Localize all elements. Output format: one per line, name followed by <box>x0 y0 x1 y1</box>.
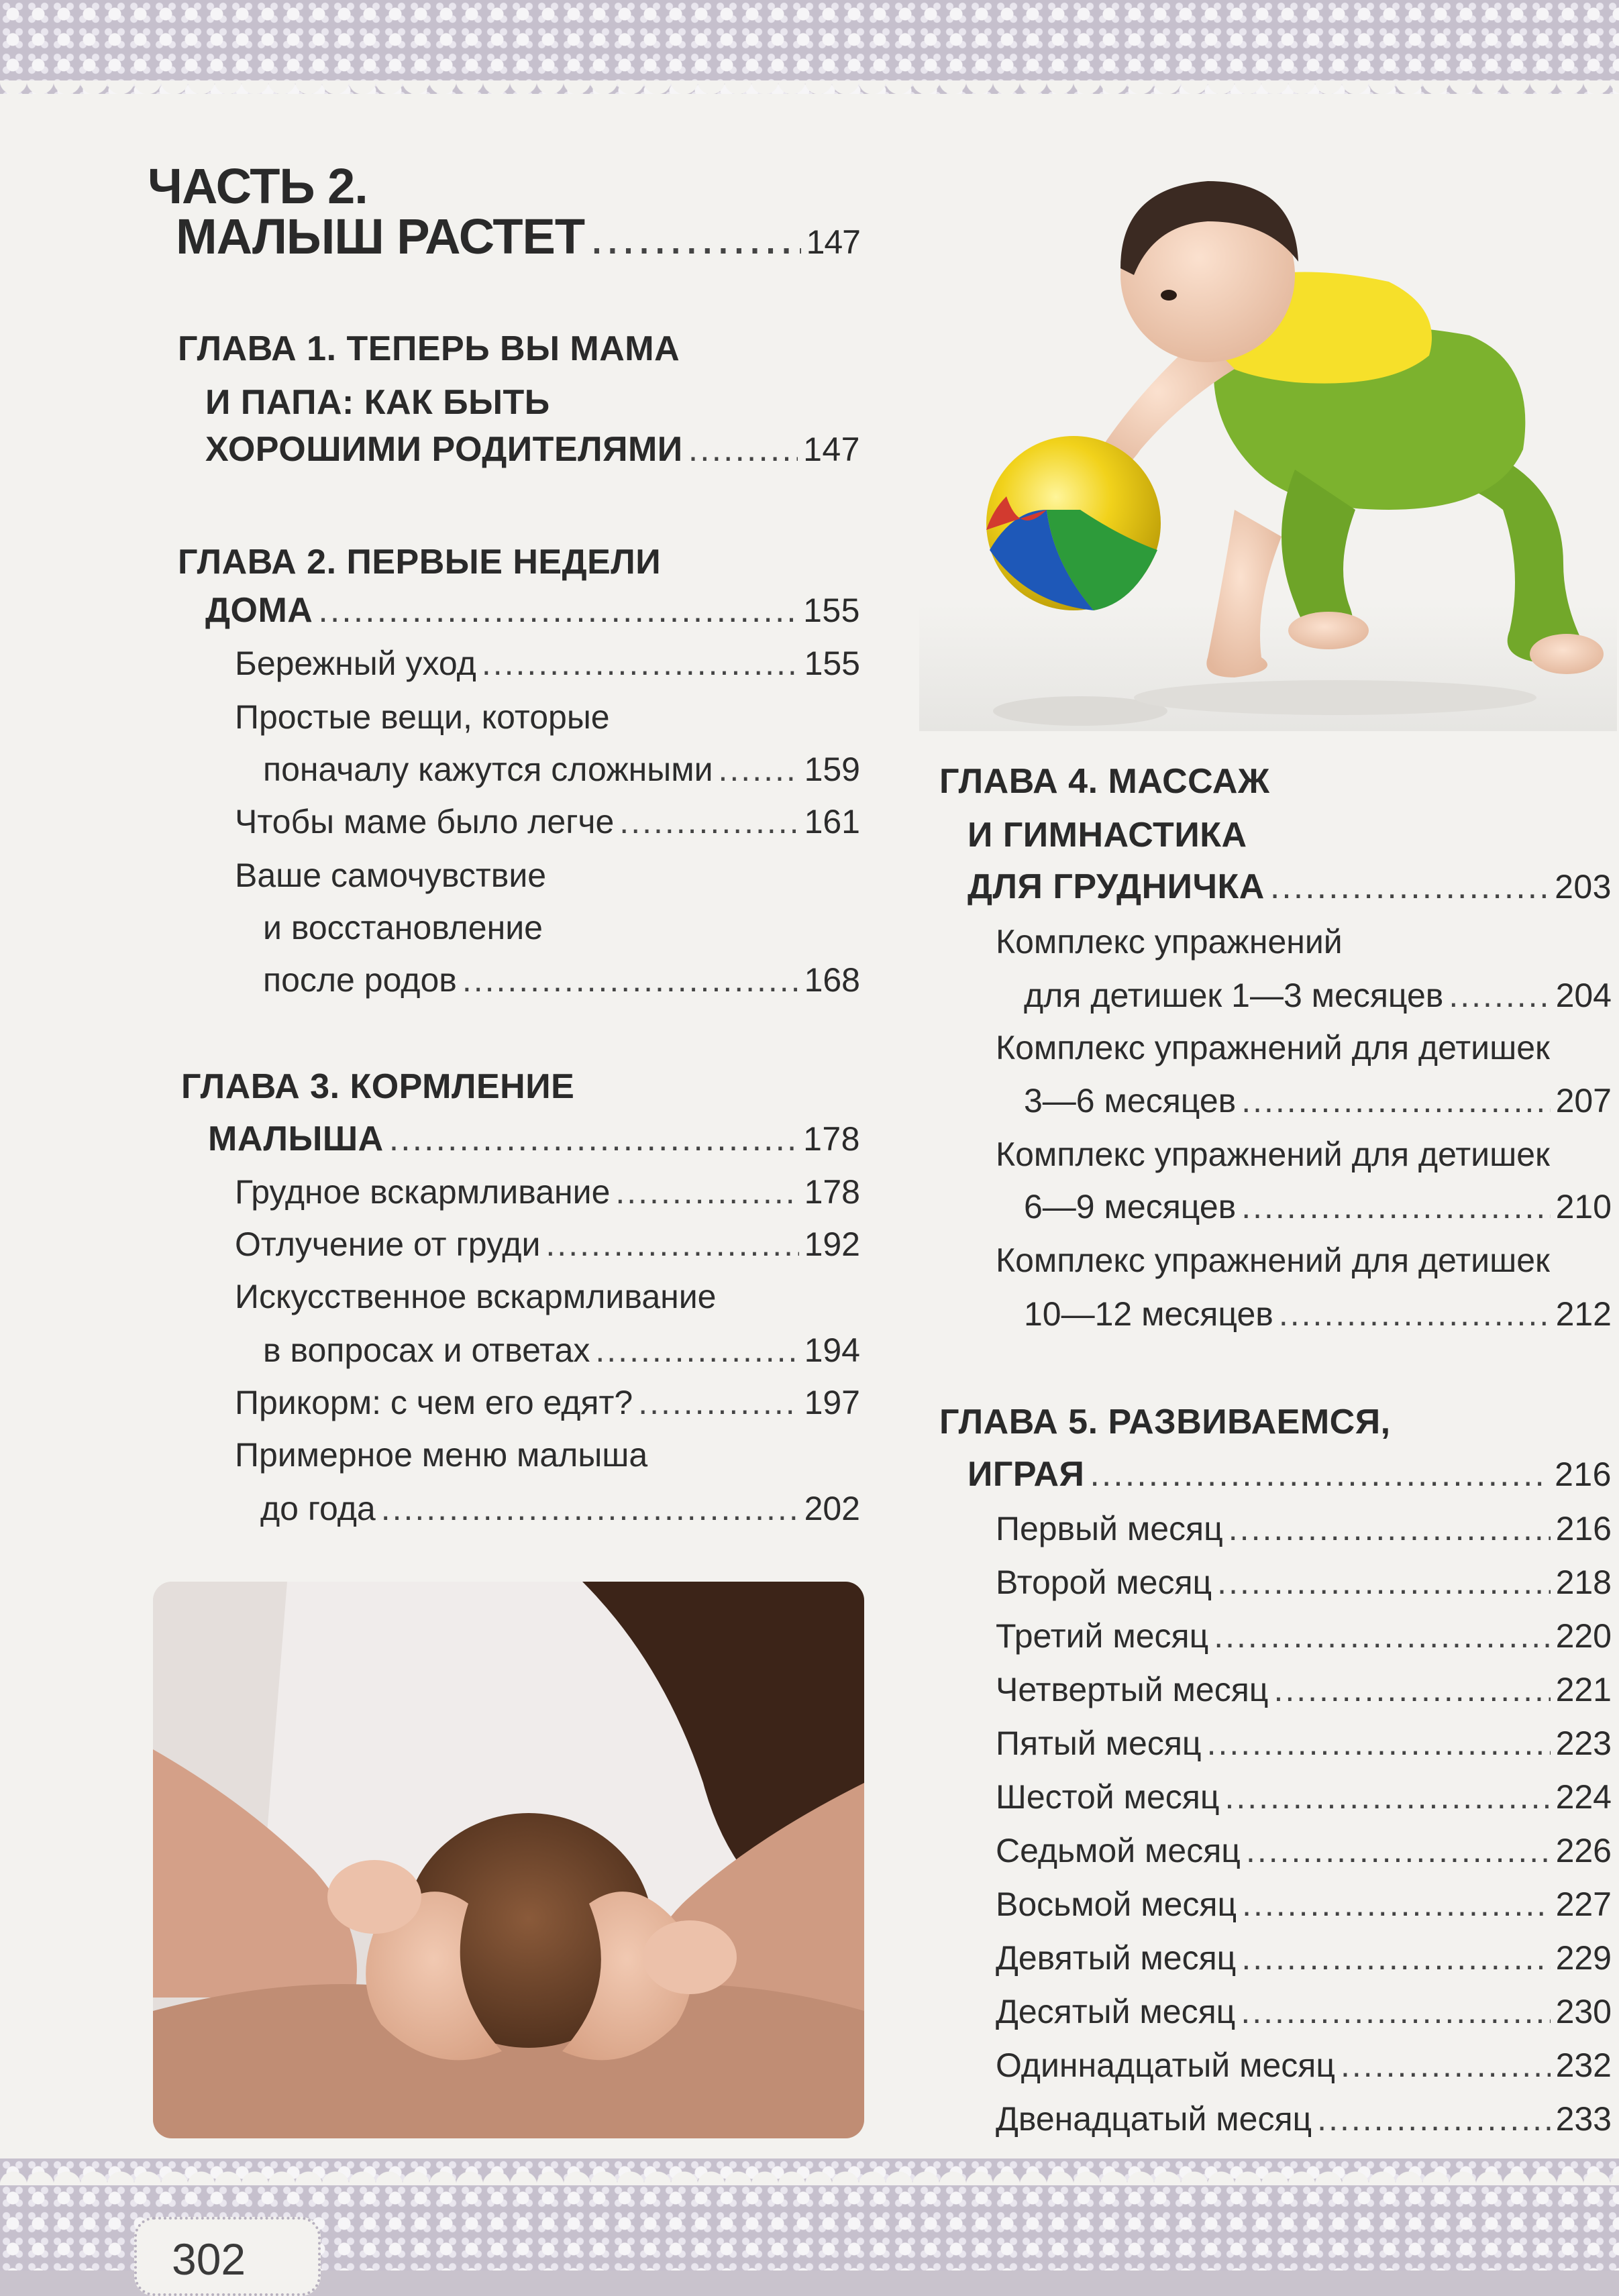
page-ref: 147 <box>806 223 860 261</box>
part-title-line2: МАЛЫШ РАСТЕТ <box>176 209 585 264</box>
toc-item[interactable] <box>1024 976 1612 1015</box>
toc-item[interactable] <box>996 1992 1612 2031</box>
page-ref: 224 <box>1555 1778 1612 1816</box>
leader-dots <box>638 1383 798 1422</box>
toc-item[interactable] <box>263 1331 860 1370</box>
leader-dots <box>1273 1670 1550 1709</box>
toc-item-label: Пятый месяц <box>996 1725 1202 1762</box>
page-ref: 218 <box>1555 1564 1612 1601</box>
page-ref: 168 <box>804 961 860 999</box>
leader-dots <box>389 1119 798 1159</box>
mother-and-newborn-photo <box>153 1582 864 2138</box>
toc-item-label-line1: Искусственное вскармливание <box>235 1278 717 1315</box>
chapter-3-row[interactable] <box>208 1119 860 1159</box>
page-ref: 230 <box>1555 1993 1612 2030</box>
part-title-line1: ЧАСТЬ 2. <box>148 158 368 214</box>
toc-item[interactable] <box>235 644 860 683</box>
page-ref: 204 <box>1555 977 1612 1014</box>
leader-dots <box>1317 2099 1550 2138</box>
toc-item-label: Четвертый месяц <box>996 1671 1269 1708</box>
toc-item-label: до года <box>260 1490 376 1527</box>
leader-dots <box>1207 1724 1551 1763</box>
page-ref: 221 <box>1555 1671 1612 1708</box>
toc-item[interactable] <box>235 1172 860 1211</box>
chapter-4-row[interactable] <box>968 867 1612 907</box>
toc-item[interactable] <box>235 1383 860 1422</box>
leader-dots <box>1341 2046 1551 2085</box>
chapter-3-title-line1: ГЛАВА 3. КОРМЛЕНИЕ <box>181 1067 575 1106</box>
mother-and-newborn-illustration <box>153 1582 864 2138</box>
leader-dots <box>1246 1831 1551 1870</box>
page-ref: 210 <box>1555 1188 1612 1225</box>
leader-dots <box>1214 1617 1550 1655</box>
page-ref: 159 <box>804 751 860 788</box>
page-ref: 229 <box>1555 1939 1612 1977</box>
leader-dots <box>545 1225 798 1264</box>
toc-item[interactable] <box>996 1724 1612 1763</box>
page-ref: 216 <box>1555 1510 1612 1547</box>
leader-dots <box>1241 1992 1550 2031</box>
page-ref: 202 <box>804 1490 860 1527</box>
toc-item-label-line1: Простые вещи, которые <box>235 698 610 736</box>
page-ref: 192 <box>804 1225 860 1263</box>
toc-item-label: Двенадцатый месяц <box>996 2100 1312 2138</box>
toc-item[interactable] <box>1024 1187 1612 1226</box>
leader-dots <box>381 1489 799 1528</box>
chapter-4-title-line2: И ГИМНАСТИКА <box>968 816 1247 855</box>
leader-dots <box>1241 1187 1550 1226</box>
page-ref: 226 <box>1555 1832 1612 1869</box>
toc-item-label-line1: Комплекс упражнений <box>996 923 1343 961</box>
chapter-1-row[interactable] <box>205 429 860 470</box>
toc-item[interactable] <box>263 961 860 999</box>
toc-item[interactable] <box>260 1489 860 1528</box>
toc-item-label-line1: Ваше самочувствие <box>235 857 547 894</box>
leader-dots <box>590 208 800 265</box>
leader-dots <box>1241 1938 1550 1977</box>
leader-dots <box>1279 1295 1551 1333</box>
baby-with-ball-photo <box>919 134 1617 731</box>
page-ref: 232 <box>1555 2046 1612 2084</box>
chapter-4-title-line3: ДЛЯ ГРУДНИЧКА <box>968 867 1265 906</box>
leader-dots <box>482 644 799 683</box>
chapter-5-title-line1: ГЛАВА 5. РАЗВИВАЕМСЯ, <box>939 1403 1391 1441</box>
page-ref: 155 <box>804 645 860 682</box>
toc-item-label-line2: и восстановление <box>263 909 543 946</box>
toc-item-label: Шестой месяц <box>996 1778 1220 1816</box>
toc-item-label: Десятый месяц <box>996 1993 1236 2030</box>
toc-item[interactable] <box>996 1778 1612 1816</box>
page-ref: 194 <box>804 1331 860 1369</box>
leader-dots <box>719 750 799 789</box>
toc-item-label: Отлучение от груди <box>235 1225 541 1263</box>
chapter-2-title-line2: ДОМА <box>205 591 313 630</box>
toc-item-label: Одиннадцатый месяц <box>996 2046 1336 2084</box>
toc-item[interactable] <box>235 802 860 841</box>
chapter-1-title-line2: И ПАПА: КАК БЫТЬ <box>205 383 550 422</box>
toc-item[interactable] <box>996 1938 1612 1977</box>
toc-item[interactable] <box>996 1509 1612 1548</box>
toc-item[interactable] <box>996 2046 1612 2085</box>
toc-item[interactable] <box>1024 1295 1612 1333</box>
toc-item-label: Чтобы маме было легче <box>235 803 615 840</box>
part-title-row[interactable] <box>176 208 860 265</box>
leader-dots <box>688 429 798 470</box>
leader-dots <box>1225 1778 1551 1816</box>
page-ref: 227 <box>1555 1885 1612 1923</box>
page-ref: 207 <box>1555 1082 1612 1119</box>
page-ref: 178 <box>804 1173 860 1211</box>
toc-item[interactable] <box>263 750 860 789</box>
toc-item-label: Девятый месяц <box>996 1939 1237 1977</box>
toc-item-label: Седьмой месяц <box>996 1832 1241 1869</box>
leader-dots <box>1217 1563 1550 1602</box>
toc-item-label: Третий месяц <box>996 1617 1209 1655</box>
page-ref: 155 <box>803 592 860 629</box>
chapter-2-row[interactable] <box>205 590 860 631</box>
toc-item[interactable] <box>1024 1081 1612 1120</box>
page-ref: 197 <box>804 1384 860 1421</box>
toc-item-label: Грудное вскармливание <box>235 1173 611 1211</box>
chapter-1-title-line3: ХОРОШИМИ РОДИТЕЛЯМИ <box>205 430 683 469</box>
toc-item-label: в вопросах и ответах <box>263 1331 590 1369</box>
chapter-5-row[interactable] <box>968 1454 1612 1494</box>
toc-item[interactable] <box>996 1563 1612 1602</box>
toc-item[interactable] <box>996 2099 1612 2138</box>
leader-dots <box>595 1331 798 1370</box>
toc-item[interactable] <box>996 1670 1612 1709</box>
toc-item-label: Восьмой месяц <box>996 1885 1237 1923</box>
page-number: 302 <box>172 2234 246 2284</box>
chapter-4-title-line1: ГЛАВА 4. МАССАЖ <box>939 762 1270 801</box>
toc-item-label-line1: Комплекс упражнений для детишек <box>996 1029 1550 1067</box>
page-ref: 178 <box>803 1120 860 1158</box>
chapter-5-title-line2: ИГРАЯ <box>968 1455 1085 1494</box>
toc-item-label: Второй месяц <box>996 1564 1212 1601</box>
toc-item-label: Прикорм: с чем его едят? <box>235 1384 633 1421</box>
toc-item-label: 6—9 месяцев <box>1024 1188 1237 1225</box>
leader-dots <box>615 1172 798 1211</box>
leader-dots <box>1449 976 1550 1015</box>
lace-border-top <box>0 0 1619 107</box>
toc-item-label: 3—6 месяцев <box>1024 1082 1237 1119</box>
toc-item[interactable] <box>996 1831 1612 1870</box>
leader-dots <box>1241 1081 1550 1120</box>
toc-item-label: поначалу кажутся сложными <box>263 751 713 788</box>
toc-item-label-line1: Комплекс упражнений для детишек <box>996 1136 1550 1173</box>
toc-item[interactable] <box>996 1617 1612 1655</box>
toc-item-label: после родов <box>263 961 457 999</box>
page-ref: 203 <box>1555 868 1612 906</box>
leader-dots <box>1242 1885 1550 1924</box>
leader-dots <box>318 590 798 631</box>
chapter-2-title-line1: ГЛАВА 2. ПЕРВЫЕ НЕДЕЛИ <box>178 543 662 582</box>
toc-item-label: Первый месяц <box>996 1510 1223 1547</box>
toc-item-label: Бережный уход <box>235 645 476 682</box>
page-ref: 233 <box>1555 2100 1612 2138</box>
chapter-3-title-line2: МАЛЫША <box>208 1119 384 1158</box>
toc-item-label: 10—12 месяцев <box>1024 1295 1273 1333</box>
toc-item-label: для детишек 1—3 месяцев <box>1024 977 1444 1014</box>
toc-item-label-line1: Примерное меню малыша <box>235 1436 648 1474</box>
leader-dots <box>1229 1509 1551 1548</box>
page-ref: 212 <box>1555 1295 1612 1333</box>
toc-item[interactable] <box>235 1225 860 1264</box>
page-ref: 147 <box>803 431 860 468</box>
leader-dots <box>462 961 799 999</box>
page-ref: 161 <box>804 803 860 840</box>
leader-dots <box>1270 867 1549 907</box>
page-ref: 220 <box>1555 1617 1612 1655</box>
leader-dots <box>1090 1454 1549 1494</box>
leader-dots <box>619 802 798 841</box>
page-ref: 223 <box>1555 1725 1612 1762</box>
chapter-1-title-line1: ГЛАВА 1. ТЕПЕРЬ ВЫ МАМА <box>178 329 680 368</box>
toc-item[interactable] <box>996 1885 1612 1924</box>
page-ref: 216 <box>1555 1456 1612 1493</box>
toc-item-label-line1: Комплекс упражнений для детишек <box>996 1242 1550 1279</box>
